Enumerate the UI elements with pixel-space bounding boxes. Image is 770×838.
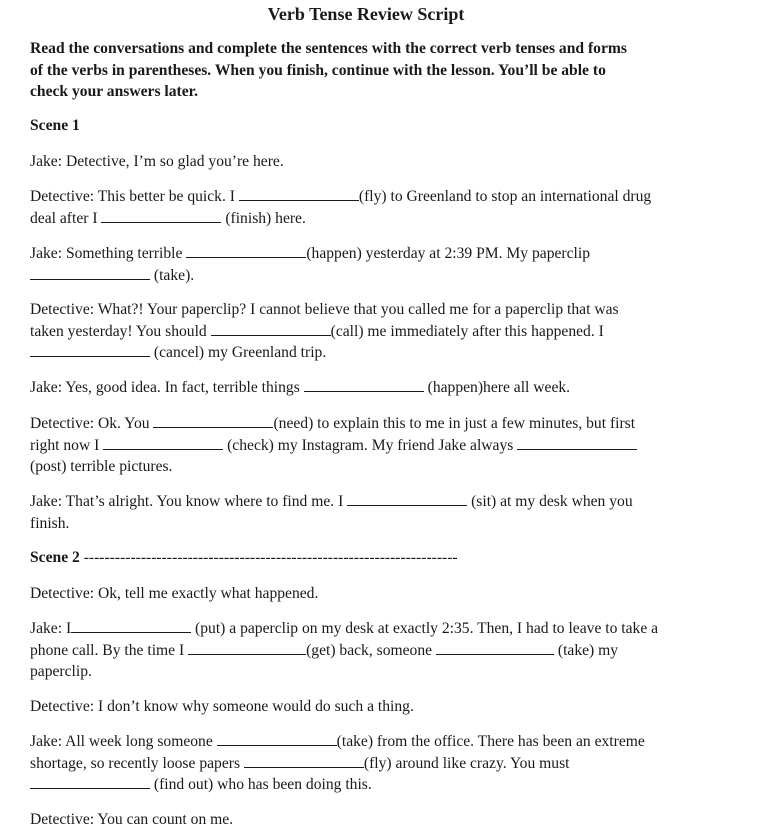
instructions-line: Read the conversations and complete the sentences with the correct verb tenses and forms: [30, 40, 627, 57]
answer-blank[interactable]: [239, 186, 359, 201]
dialogue-line: [30, 618, 730, 683]
dialogue-line: [30, 243, 730, 286]
dialogue-text: (need) to explain this to me in just a few minutes, but first: [273, 415, 636, 432]
dialogue-text: Detective: Ok. You: [30, 415, 150, 432]
dialogue-line: [30, 809, 730, 831]
dialogue-line: [30, 377, 730, 399]
answer-blank[interactable]: [304, 377, 424, 392]
scene-divider: ------------------------------------------------------------------------: [83, 549, 458, 566]
dialogue-text: Detective: This better be quick. I: [30, 188, 235, 205]
page-title: Verb Tense Review Script: [267, 4, 465, 24]
dialogue-text: paperclip.: [30, 663, 92, 680]
dialogue-text: Detective: I don’t know why someone would do such a thing.: [30, 698, 414, 715]
answer-blank[interactable]: [153, 413, 273, 428]
dialogue-text: (put) a paperclip on my desk at exactly 2:35. Then, I had to leave to take a: [195, 620, 659, 637]
dialogue-text: Detective: What?! Your paperclip? I cannot believe that you called me for a paperclip that was: [30, 301, 619, 318]
dialogue-text: (happen)here all week.: [427, 379, 571, 396]
instructions-line: of the verbs in parentheses. When you finish, continue with the lesson. You’ll be able to: [30, 61, 606, 79]
dialogue-text: (take).: [153, 266, 195, 284]
answer-blank[interactable]: [101, 208, 221, 223]
dialogue-text: (take) from the office. There has been an extreme: [336, 733, 645, 750]
dialogue-text: taken yesterday! You should: [30, 322, 207, 340]
dialogue-text: Jake: I: [30, 620, 72, 637]
dialogue-text: (cancel) my Greenland trip.: [153, 344, 327, 361]
dialogue-text: Jake: That’s alright. You know where to find me. I: [30, 493, 344, 510]
dialogue-text: Detective: You can count on me.: [30, 811, 234, 828]
dialogue-text: (get) back, someone: [306, 641, 433, 659]
dialogue-line: [30, 413, 730, 478]
answer-blank[interactable]: [186, 243, 306, 258]
scene-2-heading: [30, 549, 458, 567]
dialogue-text: Jake: All week long someone: [30, 733, 213, 750]
answer-blank[interactable]: [103, 435, 223, 450]
dialogue-text: finish.: [30, 514, 70, 532]
answer-blank[interactable]: [517, 435, 637, 450]
dialogue-text: (fly) to Greenland to stop an international drug: [358, 188, 652, 205]
dialogue-text: (happen) yesterday at 2:39 PM. My paperclip: [306, 245, 590, 262]
scene-2-label: Scene 2: [30, 549, 80, 566]
scene-1-heading: [30, 117, 80, 135]
dialogue-line: [30, 299, 730, 364]
answer-blank[interactable]: [188, 640, 306, 655]
dialogue-line: [30, 491, 730, 534]
dialogue-line: [30, 731, 730, 796]
answer-blank[interactable]: [217, 731, 337, 746]
dialogue-text: Jake: Detective, I’m so glad you’re here.: [30, 153, 284, 170]
dialogue-text: (post) terrible pictures.: [30, 458, 173, 475]
dialogue-line: [30, 186, 730, 229]
answer-blank[interactable]: [211, 321, 331, 336]
answer-blank[interactable]: [347, 491, 467, 506]
answer-blank[interactable]: [436, 640, 554, 655]
dialogue-line: [30, 696, 730, 718]
instructions: [30, 38, 720, 103]
answer-blank[interactable]: [30, 342, 150, 357]
dialogue-text: Jake: Something terrible: [30, 245, 183, 262]
dialogue-text: Jake: Yes, good idea. In fact, terrible things: [30, 379, 300, 396]
answer-blank[interactable]: [30, 265, 150, 280]
dialogue-text: (check) my Instagram. My friend Jake always: [227, 436, 514, 454]
dialogue-text: (find out) who has been doing this.: [153, 776, 372, 793]
answer-blank[interactable]: [244, 753, 364, 768]
dialogue-line: [30, 151, 730, 173]
dialogue-text: (call) me immediately after this happened. I: [330, 322, 604, 340]
dialogue-text: (take) my: [557, 641, 619, 659]
dialogue-text: deal after I: [30, 209, 98, 227]
scene-1-label: Scene 1: [30, 117, 80, 134]
answer-blank[interactable]: [30, 774, 150, 789]
dialogue-text: right now I: [30, 436, 100, 454]
dialogue-text: (fly) around like crazy. You must: [363, 754, 570, 772]
instructions-line: check your answers later.: [30, 83, 199, 100]
dialogue-text: (sit) at my desk when you: [471, 493, 633, 510]
answer-blank[interactable]: [71, 618, 191, 633]
dialogue-text: (finish) here.: [225, 209, 306, 227]
dialogue-text: phone call. By the time I: [30, 641, 185, 659]
dialogue-text: Detective: Ok, tell me exactly what happened.: [30, 585, 319, 602]
dialogue-text: shortage, so recently loose papers: [30, 754, 241, 772]
dialogue-line: [30, 583, 730, 605]
